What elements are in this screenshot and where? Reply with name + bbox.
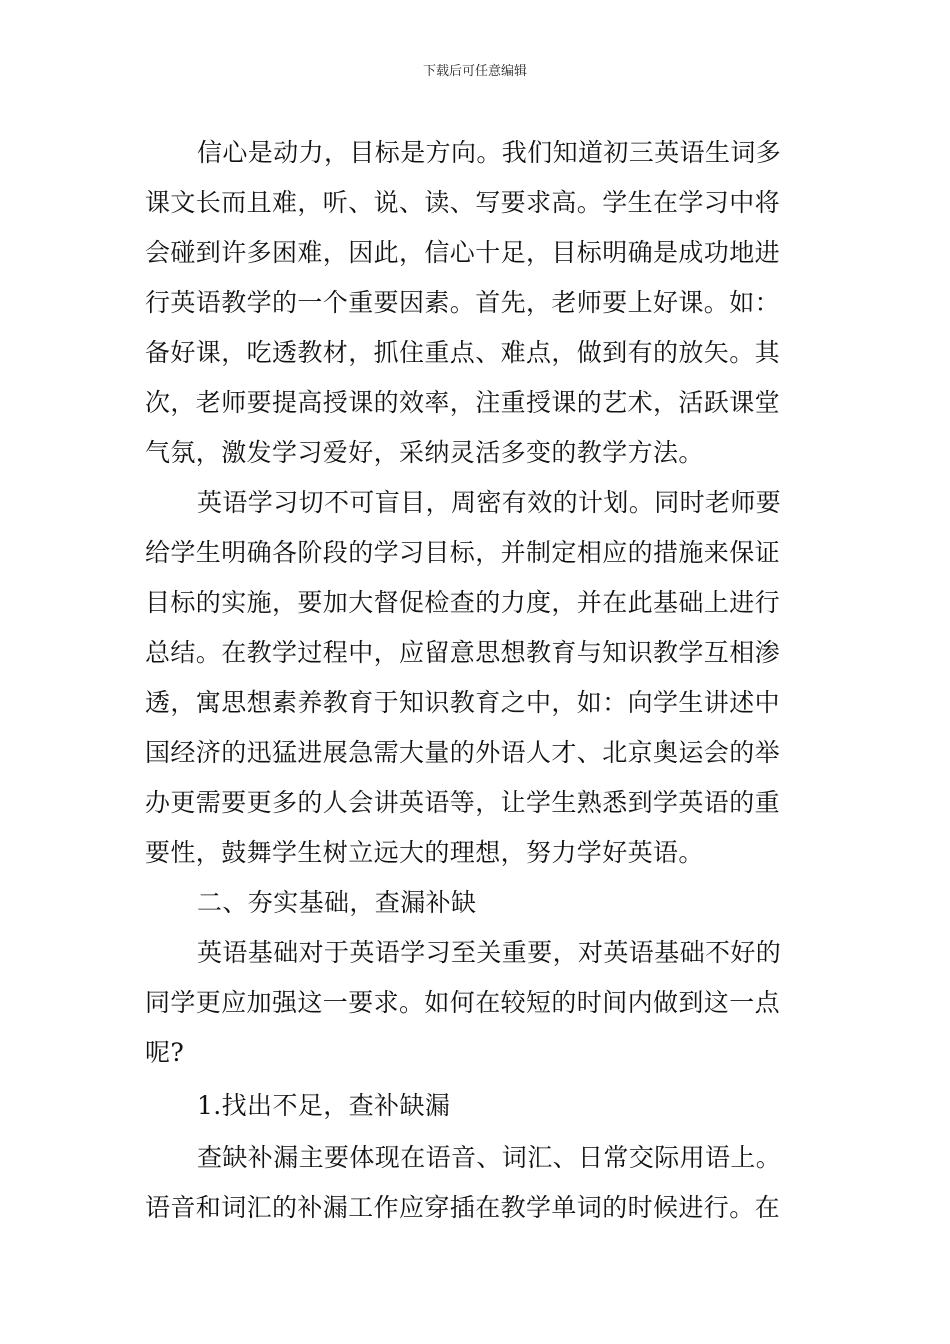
text-line: 给学生明确各阶段的学习目标，并制定相应的措施来保证 [145,538,781,567]
text-line: 气氛，激发学习爱好，采纳灵活多变的教学方法。 [145,438,704,467]
text-line: 课文长而且难，听、说、读、写要求高。学生在学习中将 [145,188,781,217]
text-line: 次，老师要提高授课的效率，注重授课的艺术，活跃课堂 [145,388,781,417]
text-line: 目标的实施，要加大督促检查的力度，并在此基础上进行 [145,588,781,617]
text-line: 总结。在教学过程中，应留意思想教育与知识教学互相渗 [145,638,781,667]
text-line: 透，寓思想素养教育于知识教育之中，如：向学生讲述中 [145,688,781,717]
text-line: 备好课，吃透教材，抓住重点、难点，做到有的放矢。其 [145,338,781,367]
text-line: 办更需要更多的人会讲英语等，让学生熟悉到学英语的重 [145,788,781,817]
text-line: 会碰到许多困难，因此，信心十足，目标明确是成功地进 [145,238,781,267]
text-line: 查缺补漏主要体现在语音、词汇、日常交际用语上。 [197,1143,782,1172]
text-line: 行英语教学的一个重要因素。首先，老师要上好课。如： [145,288,781,317]
subsection-heading: 1.找出不足，查补缺漏 [197,1091,451,1120]
page-header: 下载后可任意编辑 [422,64,527,79]
text-line: 呢? [145,1038,185,1067]
text-line: 英语基础对于英语学习至关重要，对英语基础不好的 [197,938,782,967]
text-line: 国经济的迅猛进展急需大量的外语人才、北京奥运会的举 [145,738,781,767]
text-line: 英语学习切不可盲目，周密有效的计划。同时老师要 [197,488,782,517]
section-heading: 二、夯实基础，查漏补缺 [197,888,477,917]
text-line: 同学更应加强这一要求。如何在较短的时间内做到这一点 [145,988,781,1017]
text-line: 信心是动力，目标是方向。我们知道初三英语生词多 [197,138,782,167]
text-line: 语音和词汇的补漏工作应穿插在教学单词的时候进行。在 [145,1193,781,1222]
text-line: 要性，鼓舞学生树立远大的理想，努力学好英语。 [145,838,704,867]
document-body [145,128,807,1233]
